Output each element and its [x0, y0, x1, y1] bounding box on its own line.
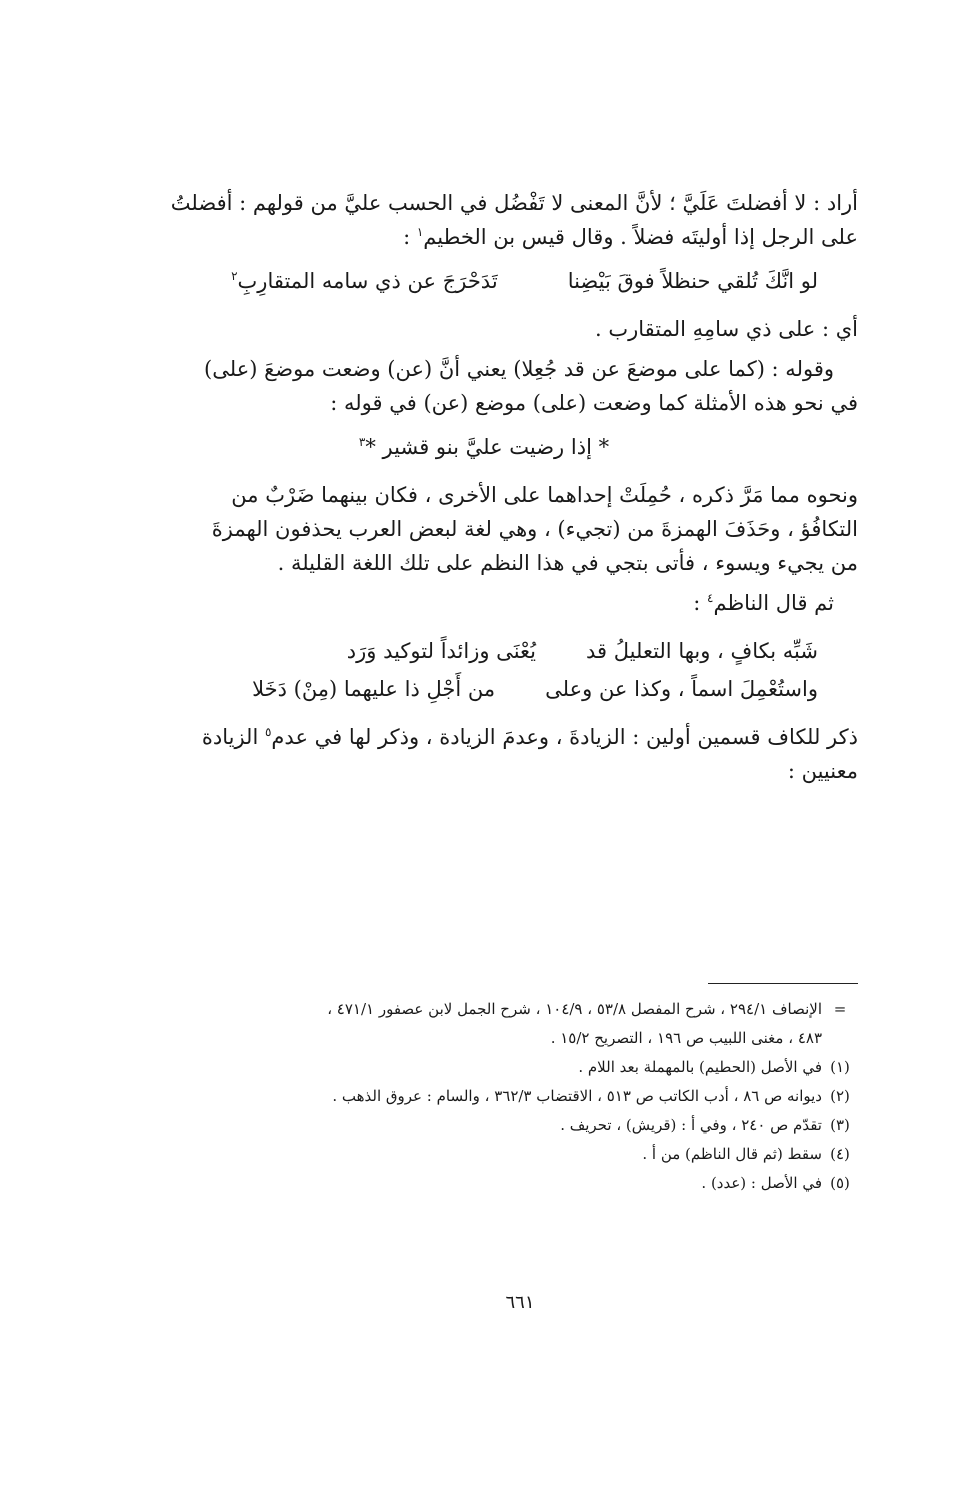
- verse-first-hemistich: لو انَّكَ تُلقي حنظلاً فوقَ بَيْضِنا: [567, 269, 818, 293]
- verse-line: [110, 672, 818, 706]
- footnote-mark: (٥): [830, 1174, 850, 1192]
- footnote-ref: ٤: [707, 591, 714, 605]
- quoted-verse: [110, 430, 858, 464]
- footnote-text: [108, 995, 822, 1053]
- text-line: معنيين :: [787, 759, 858, 783]
- footnote-ref: ١: [416, 225, 424, 239]
- footnote-item: [108, 1169, 858, 1198]
- paragraph-1: [110, 186, 858, 254]
- footnotes: [108, 995, 858, 1198]
- footnote-item: [108, 995, 858, 1053]
- verse-first-hemistich: واستُعْمِلَ اسماً ، وكذا عن وعلى: [545, 677, 818, 701]
- footnote-mark: (٢): [830, 1087, 850, 1105]
- footnote-item: [108, 1053, 858, 1082]
- text-line: [110, 720, 858, 754]
- text-segment: ذكر للكاف قسمين أولين : الزيادةَ ، وعدمَ الزيادة ، وذكر لها في عدم: [271, 725, 858, 749]
- footnote-mark: (٤): [830, 1145, 850, 1163]
- footnote-item: [108, 1082, 858, 1111]
- verse-line: [110, 634, 818, 668]
- verse-second-hemistich: من أَجْلِ ذا عليهما (مِنْ) دَخَلا: [252, 677, 496, 701]
- text-line: وقوله : (كما على موضعَ عن قد جُعِلا) يعني أنَّ (عن) وضعت موضعَ (على): [204, 357, 834, 381]
- main-text: [110, 186, 858, 794]
- text-line: [110, 220, 858, 254]
- page-number: ٦٦١: [505, 1292, 535, 1313]
- footnote-item: [108, 1140, 858, 1169]
- verse-second-hemistich: يُعْنَى وزائداً لتوكيد وَرَد: [346, 639, 537, 663]
- verse-line: [110, 264, 818, 298]
- text-segment: على الرجل إذا أوليتَه فضلاً . وقال قيس بن الخطيم: [423, 225, 858, 249]
- text-segment: تَدَحْرَجَ عن ذي سامه المتقارِبِ: [237, 269, 498, 293]
- text-line: في نحو هذه الأمثلة كما وضعت (على) موضع (عن) في قوله :: [330, 391, 858, 415]
- footnote-text: في الأصل (الحطيم) بالمهملة بعد اللام .: [578, 1058, 822, 1076]
- paragraph-5: [110, 586, 858, 620]
- paragraph-6: [110, 720, 858, 788]
- text-segment: :: [403, 225, 417, 249]
- verse-text: * إذا رضيت عليَّ بنو قشير *: [365, 435, 610, 459]
- text-segment: :: [693, 591, 708, 615]
- text-line: أراد : لا أفضلتَ عَلَيَّ ؛ لأنَّ المعنى لا تَفْضُل في الحسب عليَّ من قولهم : أفضلتُ: [170, 191, 858, 215]
- footnote-ref: ٥: [264, 725, 272, 739]
- paragraph-2: أي : على ذي سامِهِ المتقارب .: [595, 317, 858, 341]
- text-line: التكافُؤ ، وحَذَفَ الهمزةَ من (تجيء) ، وهي لغة لبعض العرب يحذفون الهمزةَ: [211, 517, 858, 541]
- text-line: من يجيء ويسوء ، فأتى بتجي في هذا النظم على تلك اللغة القليلة .: [277, 551, 858, 575]
- footnote-ref: ٢: [231, 269, 238, 283]
- footnote-text: سقط (ثم قال الناظم) من أ .: [642, 1145, 822, 1163]
- paragraph-4: [110, 478, 858, 580]
- text-line: ونحوه مما مَرَّ ذكره ، حُمِلَتْ إحداهما على الأخرى ، فكان بينهما ضَرْبٌ من: [231, 483, 858, 507]
- footnote-mark: (٣): [830, 1116, 850, 1134]
- footnote-text: في الأصل : (عدد) .: [701, 1174, 822, 1192]
- footnote-ref: ٣: [358, 435, 366, 449]
- text-segment: ثم قال الناظم: [713, 591, 834, 615]
- footnote-mark: =: [833, 1000, 847, 1018]
- text-line: ٤٨٣ ، مغنى اللبيب ص ١٩٦ ، التصريح ١٥/٢ .: [550, 1029, 822, 1047]
- paragraph-3: [110, 352, 858, 420]
- verse-first-hemistich: شَبِّه بكافٍ ، وبها التعليلُ قد: [586, 639, 818, 663]
- footnote-text: تقدّم ص ٢٤٠ ، وفي أ : (قريش) ، تحريف .: [560, 1116, 822, 1134]
- text-segment: الزيادة: [201, 725, 265, 749]
- footnote-mark: (١): [830, 1058, 850, 1076]
- verse-second-hemistich: [231, 264, 498, 298]
- footnote-divider: [708, 983, 858, 984]
- text-line: الإنصاف ٢٩٤/١ ، شرح المفصل ٥٣/٨ ، ١٠٤/٩ ، شرح الجمل لابن عصفور ٤٧١/١ ،: [327, 1000, 822, 1018]
- footnote-item: [108, 1111, 858, 1140]
- poem-block: [110, 634, 858, 706]
- footnote-text: ديوانه ص ٨٦ ، أدب الكاتب ص ٥١٣ ، الاقتضاب ٣٦٢/٣ ، والسام : عروق الذهب .: [332, 1087, 822, 1105]
